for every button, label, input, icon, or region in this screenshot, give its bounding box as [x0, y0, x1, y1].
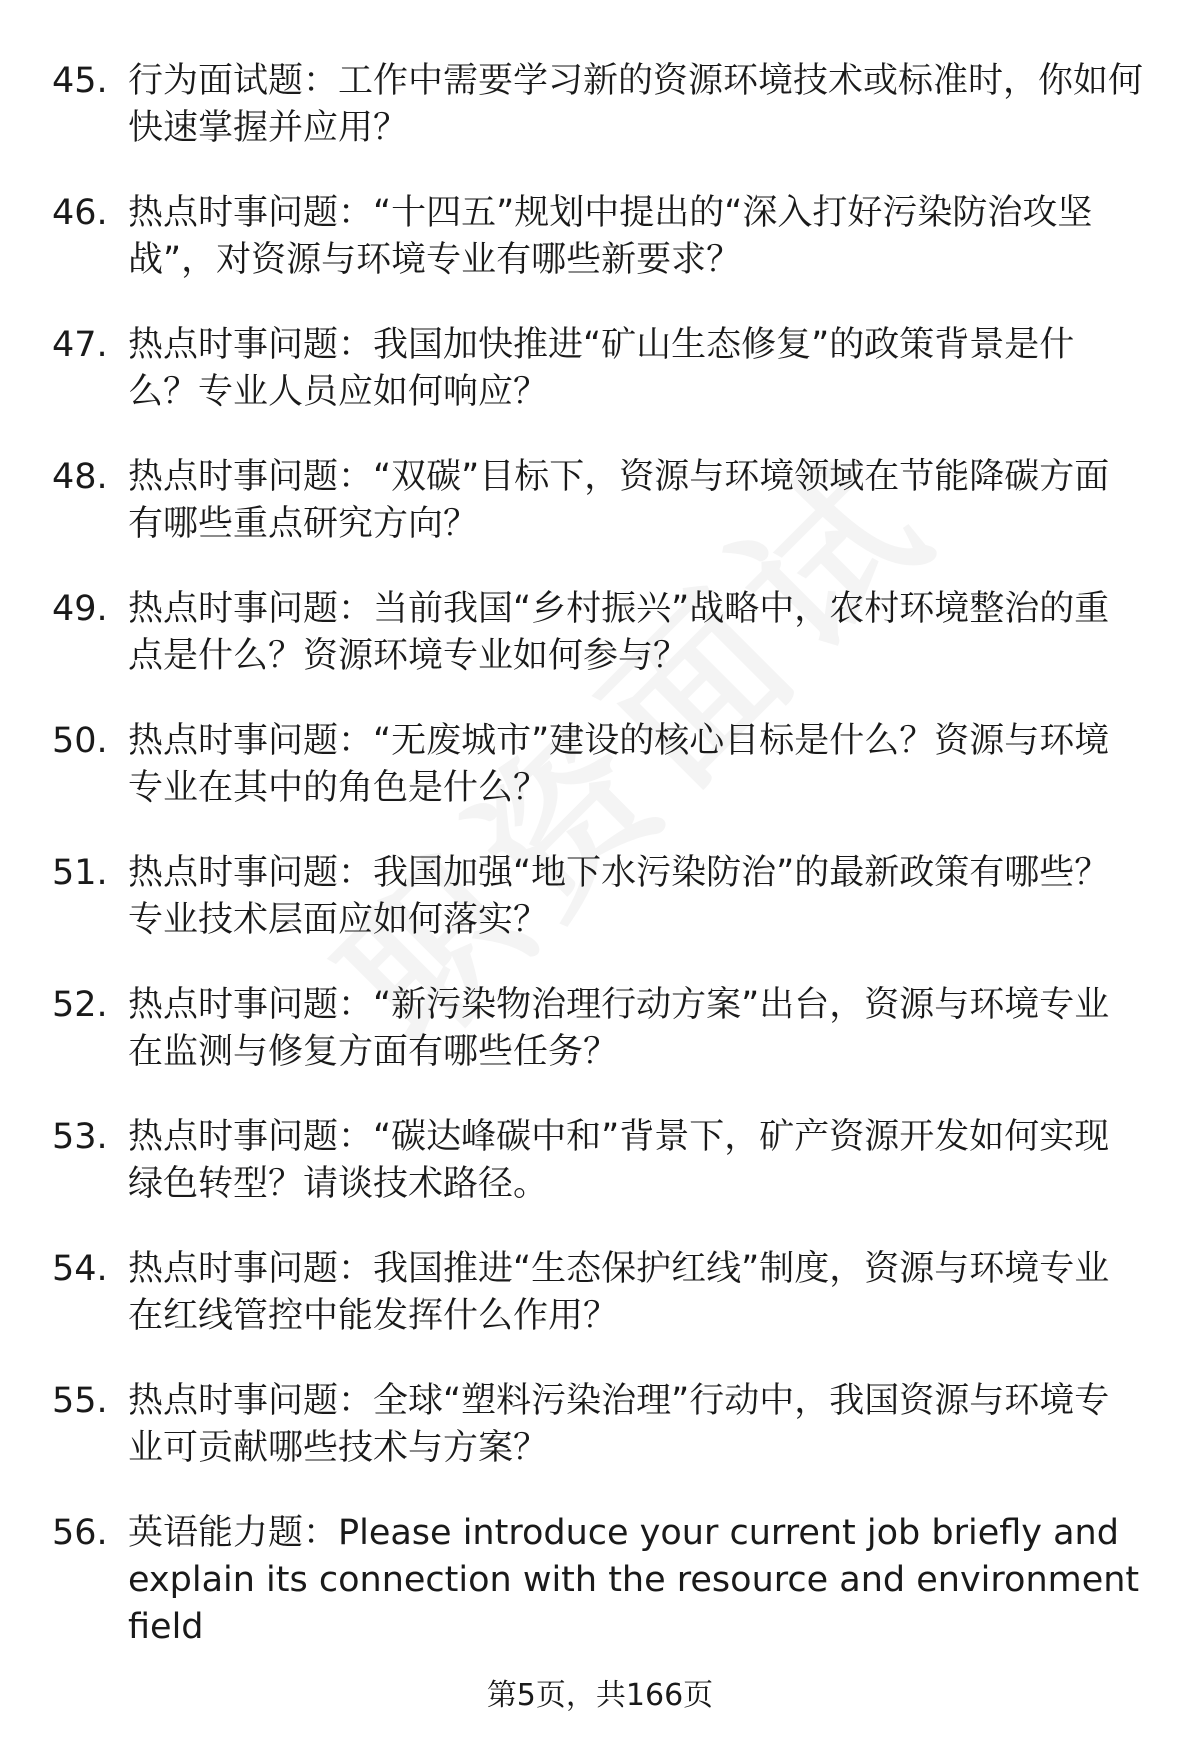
question-number: 52.	[52, 985, 108, 1025]
question-item	[0, 718, 1200, 812]
question-item	[0, 454, 1200, 548]
question-text: 热点时事问题：我国推进“生态保护红线”制度，资源与环境专业在红线管控中能发挥什么作用？	[128, 1249, 1110, 1336]
question-number: 55.	[52, 1381, 108, 1421]
question-item	[0, 850, 1200, 944]
question-text: 热点时事问题：“碳达峰碳中和”背景下，矿产资源开发如何实现绿色转型？请谈技术路径。	[128, 1117, 1110, 1204]
question-text: 热点时事问题：当前我国“乡村振兴”战略中，农村环境整治的重点是什么？资源环境专业如何参与？	[128, 589, 1110, 676]
question-text: 热点时事问题：“新污染物治理行动方案”出台，资源与环境专业在监测与修复方面有哪些任务？	[128, 985, 1110, 1072]
question-number: 51.	[52, 853, 108, 893]
question-text: 热点时事问题：全球“塑料污染治理”行动中，我国资源与环境专业可贡献哪些技术与方案？	[128, 1381, 1110, 1468]
question-text: 热点时事问题：“十四五”规划中提出的“深入打好污染防治攻坚战”，对资源与环境专业有哪些新要求？	[128, 193, 1093, 280]
question-number: 54.	[52, 1249, 108, 1289]
question-item	[0, 1114, 1200, 1208]
question-text: 行为面试题：工作中需要学习新的资源环境技术或标准时，你如何快速掌握并应用？	[128, 61, 1144, 148]
question-number: 49.	[52, 589, 108, 629]
question-text: 热点时事问题：我国加快推进“矿山生态修复”的政策背景是什么？专业人员应如何响应？	[128, 325, 1075, 412]
question-text: 热点时事问题：“双碳”目标下，资源与环境领域在节能降碳方面有哪些重点研究方向？	[128, 457, 1110, 544]
question-item	[0, 58, 1200, 152]
question-item	[0, 322, 1200, 416]
question-item	[0, 1510, 1200, 1651]
question-item	[0, 1378, 1200, 1472]
question-list	[0, 58, 1200, 1689]
question-item	[0, 982, 1200, 1076]
question-item	[0, 190, 1200, 284]
question-number: 47.	[52, 325, 108, 365]
page-number-footer: 第5页，共166页	[486, 1678, 714, 1713]
question-number: 45.	[52, 61, 108, 101]
question-number: 53.	[52, 1117, 108, 1157]
question-number: 46.	[52, 193, 108, 233]
question-text: 英语能力题：Please introduce your current job briefly and explain its connection with the resource and environment field	[128, 1513, 1140, 1647]
question-number: 50.	[52, 721, 108, 761]
question-number: 48.	[52, 457, 108, 497]
question-text: 热点时事问题：我国加强“地下水污染防治”的最新政策有哪些？专业技术层面应如何落实？	[128, 853, 1110, 940]
question-number: 56.	[52, 1513, 108, 1553]
question-text: 热点时事问题：“无废城市”建设的核心目标是什么？资源与环境专业在其中的角色是什么？	[128, 721, 1110, 808]
question-item	[0, 1246, 1200, 1340]
question-item	[0, 586, 1200, 680]
